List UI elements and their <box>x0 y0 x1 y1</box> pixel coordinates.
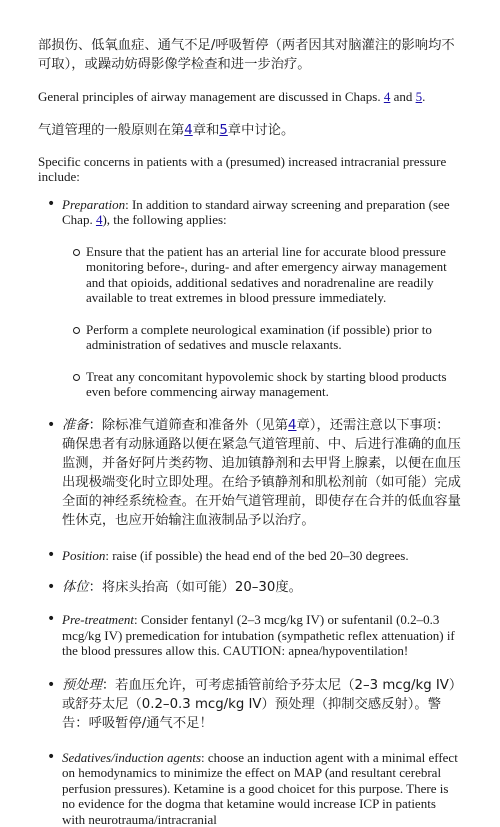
list-item-position <box>38 548 462 564</box>
preparation-term-cn: 准备 <box>62 418 89 433</box>
list-item-preparation-cn <box>38 416 462 530</box>
document-page <box>38 36 462 827</box>
preparation-sublist <box>62 244 462 400</box>
list-item-position-cn <box>38 578 462 597</box>
chapter-5-link[interactable]: 5 <box>416 89 423 104</box>
list-item-pretreatment-cn <box>38 676 462 733</box>
preparation-cn-text: ：除标准气道筛查和准备外（见第 <box>89 418 288 433</box>
sedatives-text: : choose an induction agent with a minimal effect on hemodynamics to minimize the effect on MAP (and resultant cerebral perfusion pressures). Ketamine is a good choicet for this purpose. There is no evidence for the dogma that ketamine would increase ICP in patients with neurotrauma/intracranial <box>62 750 458 827</box>
lead-paragraph-cn: 部损伤、低氧血症、通气不足/呼吸暂停（两者因其对脑灌注的影响均不可取），或躁动妨碍影像学检查和进一步治疗。 <box>38 36 462 74</box>
pretreatment-text: : Consider fentanyl (2–3 mcg/kg IV) or sufentanil (0.2–0.3 mcg/kg IV) premedication for intubation (sympathetic reflex attenuation) if the blood pressures allow this. CAUTION: apnea/hypoventilation! <box>62 612 455 658</box>
general-principles-paragraph <box>38 89 462 105</box>
chapter-4-link-cn[interactable]: 4 <box>184 123 192 138</box>
chapter-5-link-cn[interactable]: 5 <box>219 123 227 138</box>
position-cn-text: ：将床头抬高（如可能）20–30度。 <box>89 580 302 595</box>
general-principles-and: and <box>390 89 415 104</box>
pretreatment-cn-text: ：若血压允许，可考虑插管前给予芬太尼（2–3 mcg/kg IV）或舒芬太尼（0.2–0.3 mcg/kg IV）预处理（抑制交感反射）。警告：呼吸暂停/通气不足！ <box>62 678 456 731</box>
preparation-text: : In addition to standard airway screening and preparation (see Chap. <box>62 197 450 228</box>
general-principles-paragraph-cn <box>38 121 462 140</box>
sublist-item-hypovolemic-shock: Treat any concomitant hypovolemic shock by starting blood products even before commencing airway management. <box>62 369 462 400</box>
position-term-cn: 体位 <box>62 580 89 595</box>
preparation-cn-text-end: 章），还需注意以下事项：确保患者有动脉通路以便在紧急气道管理前、中、后进行准确的血压监测，并备好阿片类药物、追加镇静剂和去甲肾上腺素，以便在血压出现极端变化时立即处理。在给予镇静剂和肌松剂前（如可能）完成全面的神经系统检查。在开始气道管理前，即使存在合并的低血容量性休克，也应开始输注血液制品予以治疗。 <box>62 418 461 528</box>
list-item-preparation <box>38 197 462 400</box>
sublist-item-arterial-line: Ensure that the patient has an arterial line for accurate blood pressure monitoring before-, during- and after emergency airway management and that opioids, additional sedatives and noradrenaline are readily available to treat extremes in blood pressure immediately. <box>62 244 462 306</box>
general-principles-cn-text: 气道管理的一般原则在第 <box>38 123 184 138</box>
list-item-pretreatment <box>38 612 462 659</box>
specific-concerns-paragraph: Specific concerns in patients with a (presumed) increased intracranial pressure include: <box>38 154 462 185</box>
general-principles-cn-end: 章中讨论。 <box>228 123 294 138</box>
concerns-list <box>38 197 462 827</box>
chapter-4-link-preparation-cn[interactable]: 4 <box>288 418 296 433</box>
preparation-term: Preparation <box>62 197 125 212</box>
preparation-text-end: ), the following applies: <box>102 212 226 227</box>
pretreatment-term-cn: 预处理 <box>62 678 102 693</box>
position-text: : raise (if possible) the head end of the bed 20–30 degrees. <box>105 548 408 563</box>
chapter-4-link[interactable]: 4 <box>384 89 391 104</box>
general-principles-text: General principles of airway management are discussed in Chaps. <box>38 89 384 104</box>
list-item-sedatives <box>38 750 462 827</box>
position-term: Position <box>62 548 105 563</box>
chapter-4-link-preparation[interactable]: 4 <box>96 212 103 227</box>
sedatives-term: Sedatives/induction agents <box>62 750 201 765</box>
sublist-item-neuro-exam: Perform a complete neurological examination (if possible) prior to administration of sedatives and muscle relaxants. <box>62 322 462 353</box>
general-principles-cn-mid: 章和 <box>193 123 220 138</box>
general-principles-end: . <box>422 89 425 104</box>
pretreatment-term: Pre-treatment <box>62 612 134 627</box>
